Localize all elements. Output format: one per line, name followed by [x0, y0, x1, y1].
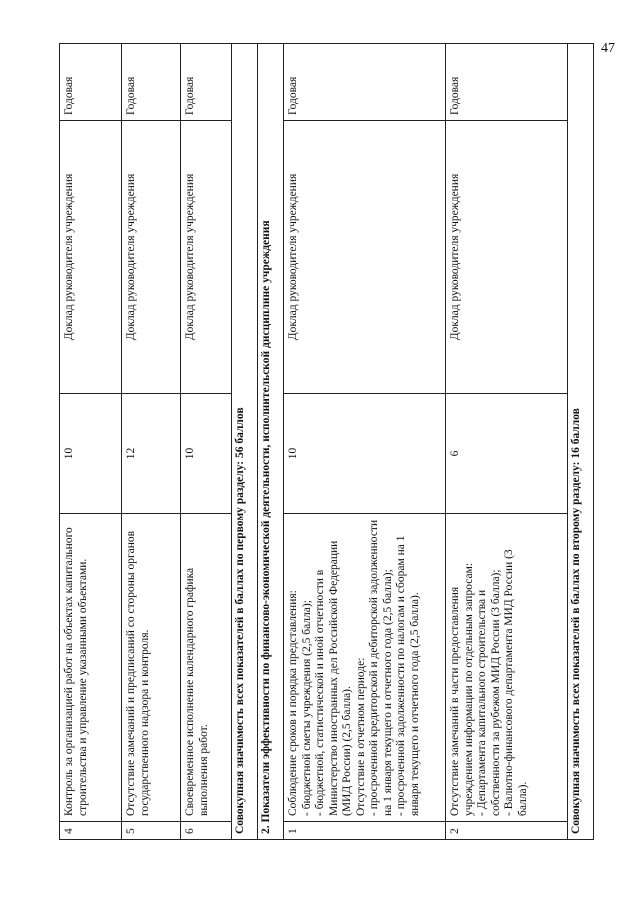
section2-title: 2. Показатели эффективности по финансово-экономической деятельности, исполнительской дисциплине учреждения: [258, 44, 284, 840]
indicator-line: Соблюдение сроков и порядка представления:: [287, 590, 299, 816]
indicator-text: [446, 514, 568, 822]
indicator-line: - просроченной задолженности по налогам и сборам на 1 января текущего и отчетного года (2,5 балла).: [395, 535, 421, 816]
table-row: [232, 44, 258, 840]
indicator-line: - бюджетной, статистической и иной отчетности в Министерство иностранных дел Российской Федерации (МИД России) (2,5 балла).: [314, 540, 353, 816]
indicator-text: [284, 514, 446, 822]
indicator-text: Своевременное исполнение календарного графика выполнения работ.: [181, 514, 232, 822]
table-row: [568, 44, 594, 840]
rotated-table-container: [59, 44, 582, 840]
indicator-line: - просроченной кредиторской и дебиторской задолженности на 1 января текущего и отчетного года (2,5 балла);: [368, 519, 394, 816]
period-text: Годовая: [122, 44, 181, 121]
table-row: [122, 44, 181, 840]
section2-summary: Совокупная значимость всех показателей в баллах по второму разделу: 16 баллов: [568, 44, 594, 840]
section1-summary: Совокупная значимость всех показателей в баллах по первому разделу: 56 баллов: [232, 44, 258, 840]
row-number: 1: [284, 822, 446, 840]
page-number: 47: [601, 41, 615, 56]
table-row: [284, 44, 446, 840]
table-row: [258, 44, 284, 840]
indicator-line: - Валютно-финансового департамента МИД России (3 балла).: [503, 549, 529, 816]
source-text: Доклад руководителя учреждения: [122, 121, 181, 394]
row-number: 4: [60, 822, 122, 840]
row-number: 5: [122, 822, 181, 840]
indicator-text: Контроль за организацией работ на объектах капитального строительства и управление указанными объектами.: [60, 514, 122, 822]
indicator-line: - бюджетной сметы учреждения (2,5 балла);: [300, 600, 313, 816]
indicator-line: Отсутствие в отчетном периоде:: [354, 657, 367, 816]
table-row: [446, 44, 568, 840]
indicator-line: - Департамента капитального строительства и собственности за рубежом МИД России (3 балла);: [476, 569, 502, 816]
points-value: 6: [446, 394, 568, 514]
indicator-text: Отсутствие замечаний и предписаний со стороны органов государственного надзора и контроля.: [122, 514, 181, 822]
points-value: 10: [284, 394, 446, 514]
table-row: [60, 44, 122, 840]
source-text: Доклад руководителя учреждения: [60, 121, 122, 394]
period-text: Годовая: [284, 44, 446, 121]
points-value: 10: [181, 394, 232, 514]
source-text: Доклад руководителя учреждения: [284, 121, 446, 394]
row-number: 2: [446, 822, 568, 840]
indicators-table: [59, 43, 594, 840]
row-number: 6: [181, 822, 232, 840]
table-row: [181, 44, 232, 840]
indicator-line: Отсутствие замечаний в части предоставления учреждением информации по отдельным запросам:: [449, 562, 475, 816]
period-text: Годовая: [181, 44, 232, 121]
period-text: Годовая: [446, 44, 568, 121]
period-text: Годовая: [60, 44, 122, 121]
points-value: 12: [122, 394, 181, 514]
source-text: Доклад руководителя учреждения: [446, 121, 568, 394]
source-text: Доклад руководителя учреждения: [181, 121, 232, 394]
points-value: 10: [60, 394, 122, 514]
